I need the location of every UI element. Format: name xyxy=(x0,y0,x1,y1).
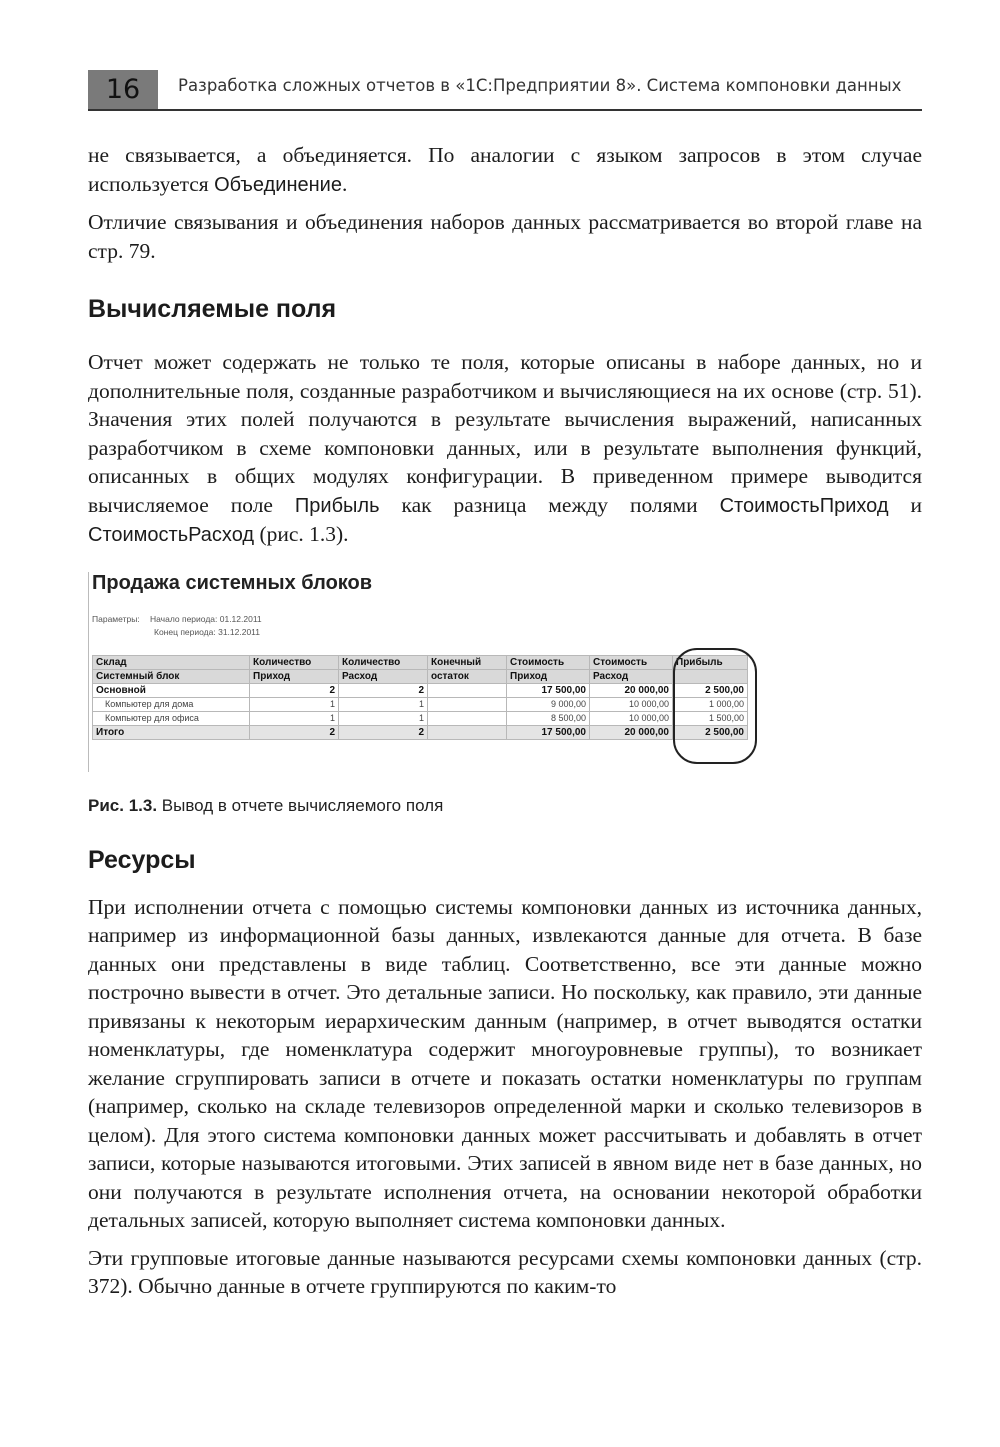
col-header: остаток xyxy=(428,669,507,683)
col-header: Системный блок xyxy=(93,669,250,683)
profit-column-highlight xyxy=(673,648,757,764)
cell-qty-in: 1 xyxy=(250,697,339,711)
cell-qty-out: 2 xyxy=(339,725,428,739)
table-header-row-2 xyxy=(93,669,748,683)
col-header: Конечный xyxy=(428,655,507,669)
cell-cost-out: 10 000,00 xyxy=(590,711,673,725)
report-title: Продажа системных блоков xyxy=(92,571,373,594)
params-label: Параметры: xyxy=(92,613,140,624)
page-header xyxy=(88,70,922,110)
cell-profit: 2 500,00 xyxy=(673,725,748,739)
cell-qty-in: 1 xyxy=(250,711,339,725)
resources-paragraph-2: Эти групповые итоговые данные называются ресурсами схемы компоновки данных (стр. 372). Обычно данные в отчете группируются по каким-то xyxy=(88,1245,922,1298)
intro-paragraph-2: Отличие связывания и объединения наборов данных рассматривается во второй главе на стр. 79. xyxy=(88,210,922,263)
term-union: Объединение xyxy=(214,173,342,196)
table-row xyxy=(93,711,748,725)
cell-name: Компьютер для дома xyxy=(93,697,250,711)
cell-profit: 1 000,00 xyxy=(673,697,748,711)
intro-paragraph-1: не связывается, а объединяется. По аналогии с языком запросов в этом случае используется Объединение. xyxy=(88,143,922,196)
cell-rest xyxy=(428,683,507,697)
cell-rest xyxy=(428,725,507,739)
cell-cost-out: 10 000,00 xyxy=(590,697,673,711)
cell-qty-out: 1 xyxy=(339,711,428,725)
cell-rest xyxy=(428,711,507,725)
cell-qty-out: 1 xyxy=(339,697,428,711)
col-header: Стоимость xyxy=(507,655,590,669)
cell-cost-in: 17 500,00 xyxy=(507,725,590,739)
col-header: Стоимость xyxy=(590,655,673,669)
running-title: Разработка сложных отчетов в «1С:Предприятии 8». Система компоновки данных xyxy=(178,76,902,95)
col-header: Количество xyxy=(339,655,428,669)
col-header: Расход xyxy=(339,669,428,683)
col-header: Прибыль xyxy=(673,655,748,669)
cell-rest xyxy=(428,697,507,711)
cell-cost-in: 17 500,00 xyxy=(507,683,590,697)
cell-qty-in: 2 xyxy=(250,683,339,697)
param-period-end: Конец периода: 31.12.2011 xyxy=(154,626,260,637)
cell-name: Компьютер для офиса xyxy=(93,711,250,725)
figure-border xyxy=(88,572,89,772)
col-header: Склад xyxy=(93,655,250,669)
col-header: Приход xyxy=(250,669,339,683)
cell-name: Основной xyxy=(93,683,250,697)
cell-cost-in: 8 500,00 xyxy=(507,711,590,725)
resources-paragraph-1: При исполнении отчета с помощью системы компоновки данных из источника данных, например из информационной базы данных, извлекаются данные для отчета. В базе данных они представлены в виде таблиц. Соответственно, все эти данные можно построчно вывести в отчет. Это детальные записи. Но поскольку, как правило, эти данные привязаны к некоторым иерархическим данным (например, в отчет выводятся остатки номенклатуры, где номенклатура содержит многоуровневые группы), то возникает желание сгруппировать записи в отчете и показать остатки номенклатуры по группам (например, сколько на складе телевизоров определенной марки и сколько телевизоров в целом). Для этого система компоновки данных может рассчитывать и добавлять в отчет записи, которые называются итоговыми. Этих записей в явном виде нет в базе данных, но они получаются в результате исполнения отчета, на основании некоторой обработки детальных записей, которую выполняет система компоновки данных. xyxy=(88,894,922,1232)
cell-profit: 1 500,00 xyxy=(673,711,748,725)
header-rule xyxy=(88,109,922,111)
cell-profit: 2 500,00 xyxy=(673,683,748,697)
page-number: 16 xyxy=(88,70,158,110)
term-cost-out: СтоимостьРасход xyxy=(88,524,255,546)
term-cost-in: СтоимостьПриход xyxy=(719,494,889,517)
report-table xyxy=(92,655,748,740)
term-profit: Прибыль xyxy=(294,494,380,517)
table-header-row-1 xyxy=(93,655,748,669)
heading-calculated-fields: Вычисляемые поля xyxy=(88,295,337,323)
cell-qty-out: 2 xyxy=(339,683,428,697)
cell-qty-in: 2 xyxy=(250,725,339,739)
cell-cost-out: 20 000,00 xyxy=(590,683,673,697)
param-period-start: Начало периода: 01.12.2011 xyxy=(150,613,262,624)
table-total-row xyxy=(93,725,748,739)
col-header: Приход xyxy=(507,669,590,683)
col-header: Количество xyxy=(250,655,339,669)
report-figure xyxy=(88,572,768,772)
figure-caption: Рис. 1.3. Вывод в отчете вычисляемого поля xyxy=(88,795,444,815)
table-row xyxy=(93,683,748,697)
cell-cost-out: 20 000,00 xyxy=(590,725,673,739)
calc-paragraph: Отчет может содержать не только те поля, которые описаны в наборе данных, но и дополнительные поля, созданные разработчиком и вычисляющиеся на их основе (стр. 51). Значения этих полей получаются в результате вычисления выражений, написанных разработчиком в схеме компоновки данных, или в результате выполнения функций, описанных в общих модулях конфигурации. В приведенном примере выводится вычисляемое поле Прибыль как разница между полями СтоимостьПриход и СтоимостьРасход (рис. 1.3). xyxy=(88,350,922,546)
page-content xyxy=(88,141,922,1301)
cell-cost-in: 9 000,00 xyxy=(507,697,590,711)
report-parameters xyxy=(92,614,262,637)
table-row xyxy=(93,697,748,711)
col-header: Расход xyxy=(590,669,673,683)
heading-resources: Ресурсы xyxy=(88,845,196,874)
cell-name: Итого xyxy=(93,725,250,739)
